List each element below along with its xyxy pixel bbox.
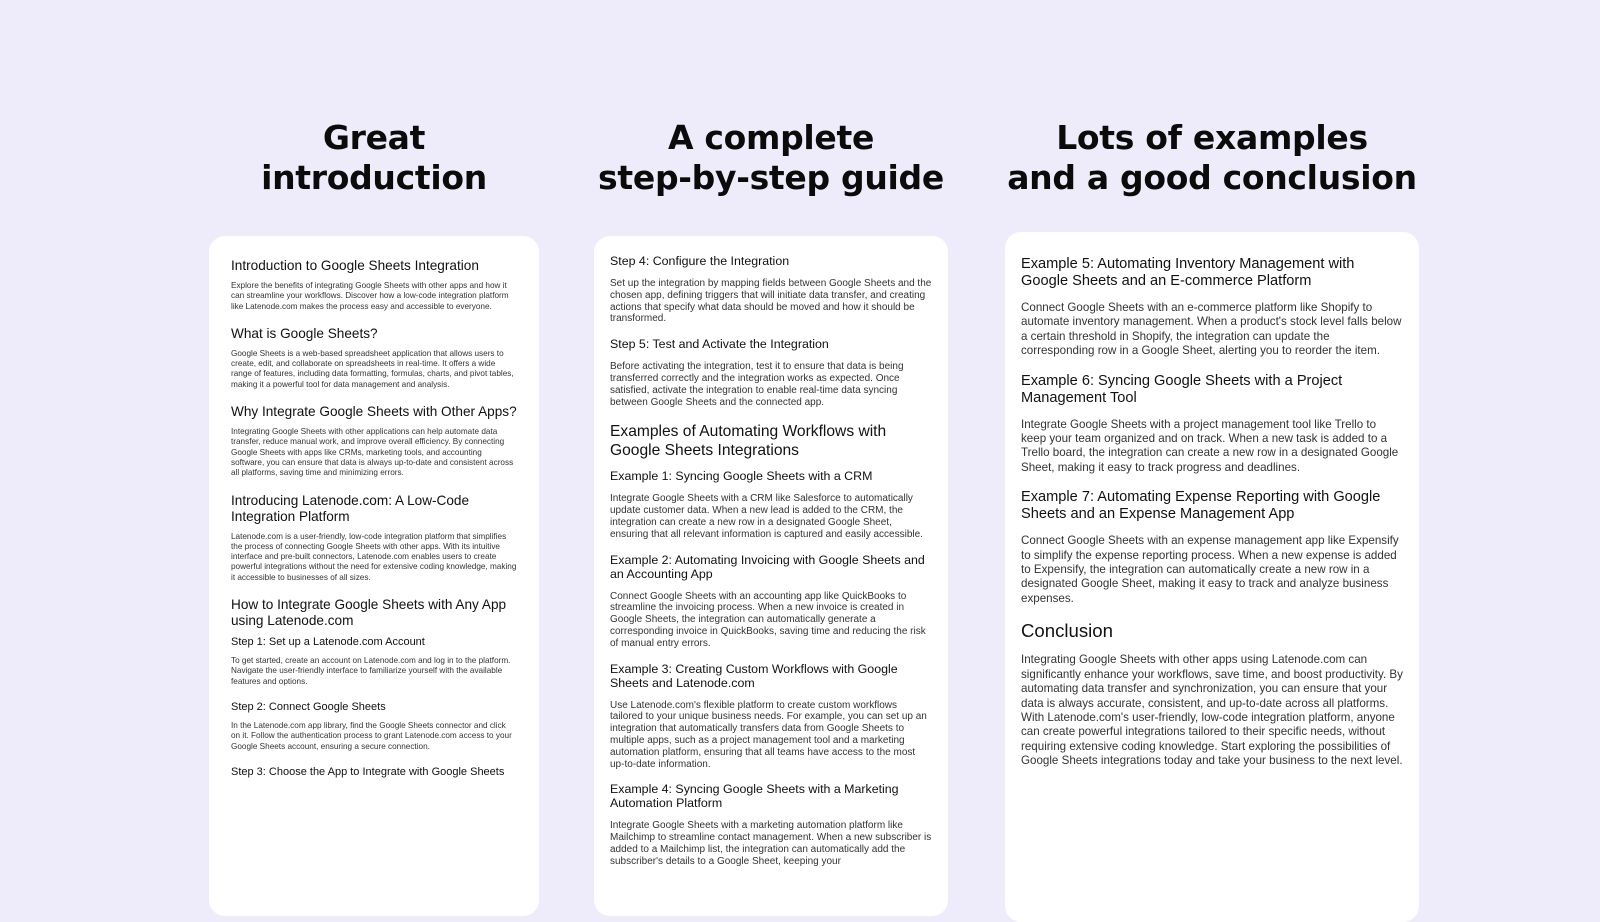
example-title: Example 6: Syncing Google Sheets with a Project Management Tool [1021, 372, 1343, 406]
example-text: Integrate Google Sheets with a project management tool like Trello to keep your team organized and on track. When a new task is added to a Trello board, the integration can create a new row in a designated Google Sheet, making it easy to track progress and deadlines. [1021, 417, 1399, 474]
step-text: To get started, create an account on Latenode.com and log in to the platform. Navigate the user-friendly interface to familiarize yourself with the available features and options. [231, 656, 511, 686]
example-text: Integrate Google Sheets with a marketing automation platform like Mailchimp to streamline contact management. When a new subscriber is added to a Mailchimp list, the integration can automatically add the subscriber's details to a Google Sheet, keeping your [610, 820, 932, 867]
step-title: Step 5: Test and Activate the Integration [610, 337, 829, 352]
section-title: What is Google Sheets? [231, 325, 378, 341]
heading-line: A complete [667, 118, 875, 157]
section-title: Why Integrate Google Sheets with Other Apps? [231, 404, 517, 420]
document-card-guide[interactable] [594, 236, 948, 916]
step-text: In the Latenode.com app library, find the Google Sheets connector and click on it. Follow the authentication process to grant Latenode.com access to your Google Sheets account, ensuring a secure connection. [231, 720, 512, 751]
section-title: How to Integrate Google Sheets with Any App using Latenode.com [231, 597, 507, 629]
example-title: Example 1: Syncing Google Sheets with a CRM [610, 469, 873, 484]
section-text: Latenode.com is a user-friendly, low-code integration platform that simplifies the process of connecting Google Sheets with other apps. With its intuitive interface and pre-built connectors, Latenode.com enables users to create powerful integrations without the need for extensive coding knowledge, making it accessible to businesses of all sizes. [231, 531, 517, 582]
heading-guide [594, 118, 948, 198]
step-title: Step 3: Choose the App to Integrate with Google Sheets [231, 765, 505, 778]
step-title: Step 1: Set up a Latenode.com Account [231, 636, 425, 649]
heading-line: Lots of examples [1056, 118, 1368, 157]
section-text: Google Sheets is a web-based spreadsheet application that allows users to create, edit, and collaborate on spreadsheets in real-time. It offers a wide range of features, including data formatting, formulas, charts, and pivot tables, making it a powerful tool for data management and analysis. [231, 348, 514, 389]
example-title: Example 4: Syncing Google Sheets with a Marketing Automation Platform [610, 782, 899, 811]
step-title: Step 4: Configure the Integration [610, 254, 790, 268]
heading-line: and a good conclusion [1007, 158, 1417, 197]
example-text: Connect Google Sheets with an expense management app like Expensify to simplify the expense reporting process. When a new expense is added to Expensify, the integration can automatically create a new row in a designated Google Sheet, making it easy to track and analyze business expenses. [1021, 534, 1399, 605]
heading-examples [1005, 118, 1419, 198]
example-text: Integrate Google Sheets with a CRM like Salesforce to automatically update customer data. When a new lead is added to the CRM, the integration can create a new row in a designated Google Sheet, ensuring that all relevant information is captured and easily accessible. [610, 493, 923, 540]
conclusion-title: Conclusion [1021, 620, 1113, 642]
example-text: Use Latenode.com's flexible platform to create custom workflows tailored to your unique business needs. For example, you can set up an integration that automatically transfers data from Google Sheets to multiple apps, such as a project management tool and a marketing automation platform, ensuring that all teams have access to the most up-to-date information. [610, 699, 927, 770]
example-title: Example 5: Automating Inventory Management with Google Sheets and an E-commerce Platform [1021, 256, 1355, 289]
conclusion-text: Integrating Google Sheets with other apps using Latenode.com can significantly enhance your workflows, save time, and boost productivity. By automating data transfer and synchronization, you can ensure that your data is always accurate, consistent, and up-to-date across all platforms. With Latenode.com's user-friendly, low-code integration platform, anyone can create powerful integrations tailored to their specific needs, without requiring extensive coding knowledge. Start exploring the possibilities of Google Sheets integrations today and take your business to the next level. [1021, 653, 1403, 768]
document-card-introduction[interactable] [209, 236, 539, 916]
example-text: Connect Google Sheets with an e-commerce platform like Shopify to automate inventory management. When a product's stock level falls below a certain threshold in Shopify, the integration can update the corresponding row in a Google Sheet, alerting you to reorder the item. [1021, 301, 1402, 358]
example-text: Connect Google Sheets with an accounting app like QuickBooks to streamline the invoicing process. When a new invoice is created in Google Sheets, the integration can automatically generate a corresponding invoice in QuickBooks, saving time and reducing the risk of manual entry errors. [610, 590, 926, 649]
example-title: Example 3: Creating Custom Workflows with Google Sheets and Latenode.com [610, 661, 898, 690]
step-text: Set up the integration by mapping fields between Google Sheets and the chosen app, defining triggers that will initiate data transfer, and creating actions that specify what data should be moved and how it should be transformed. [610, 278, 932, 325]
document-card-examples[interactable] [1005, 232, 1419, 922]
section-title: Examples of Automating Workflows with Google Sheets Integrations [610, 423, 887, 460]
heading-line: step-by-step guide [598, 158, 944, 197]
section-text: Explore the benefits of integrating Google Sheets with other apps and how it can streamline your workflows. Discover how a low-code integration platform like Latenode.com makes the process easy and accessible to everyone. [231, 281, 509, 311]
heading-line: introduction [261, 158, 487, 197]
section-text: Integrating Google Sheets with other applications can help automate data transfer, reduce manual work, and improve overall efficiency. By connecting Google Sheets with apps like CRMs, marketing tools, and accounting software, you can ensure that data is always up-to-date and consistent across all platforms, saving time and minimizing errors. [231, 427, 514, 478]
heading-line: Great [322, 118, 426, 157]
heading-introduction [209, 118, 539, 198]
section-title: Introduction to Google Sheets Integration [231, 258, 479, 273]
example-title: Example 7: Automating Expense Reporting with Google Sheets and an Expense Management App [1021, 489, 1381, 523]
example-title: Example 2: Automating Invoicing with Google Sheets and an Accounting App [610, 552, 925, 581]
step-text: Before activating the integration, test it to ensure that data is being transferred correctly and the integration works as expected. Once satisfied, activate the integration to enable real-time data syncing between Google Sheets and the connected app. [610, 361, 904, 408]
step-title: Step 2: Connect Google Sheets [231, 700, 386, 713]
section-title: Introducing Latenode.com: A Low-Code Integration Platform [231, 492, 470, 524]
